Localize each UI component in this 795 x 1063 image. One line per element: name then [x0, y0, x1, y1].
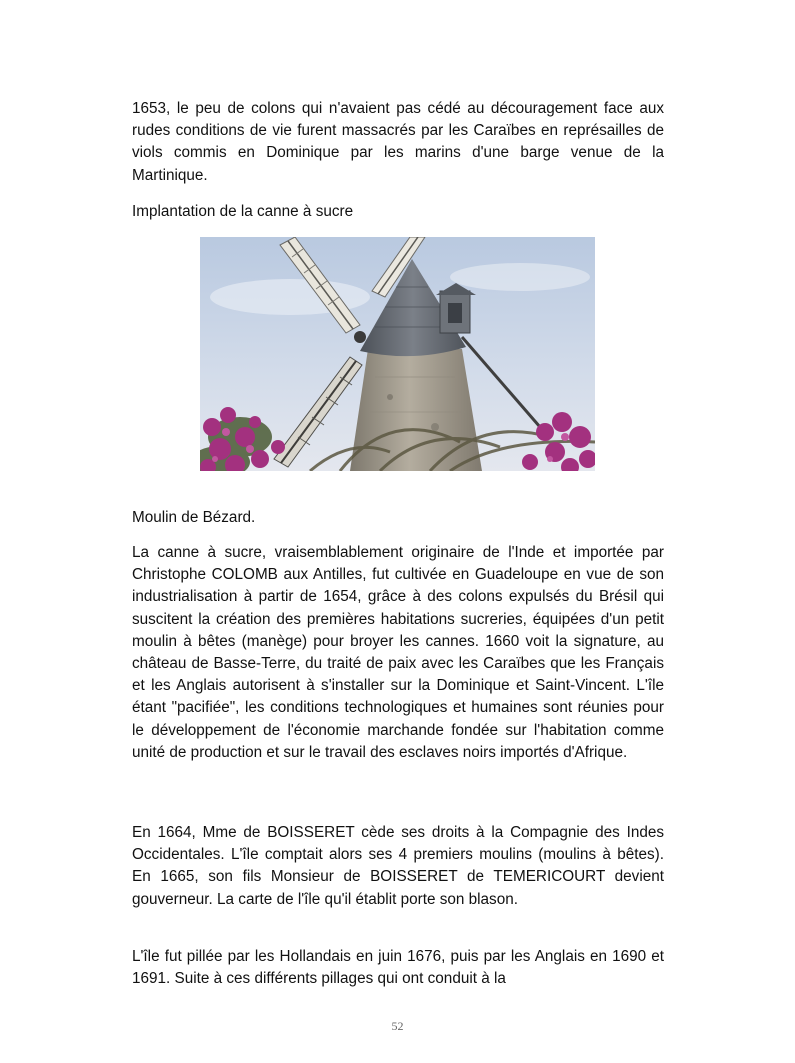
page-number: 52 — [391, 1019, 404, 1033]
paragraph-intro: 1653, le peu de colons qui n'avaient pas cédé au découragement face aux rudes conditions de vie furent massacrés par les Caraïbes en représailles de viols commis en Dominique par les marins d'une barge venue de la Martinique. — [132, 100, 664, 184]
windmill-photo — [200, 237, 595, 471]
windmill-illustration — [200, 237, 595, 471]
sail-hub — [354, 331, 366, 343]
mill-tower — [350, 349, 482, 471]
section-heading: Implantation de la canne à sucre — [132, 203, 354, 220]
figure-caption: Moulin de Bézard. — [132, 509, 256, 526]
paragraph-boisseret: En 1664, Mme de BOISSERET cède ses droits à la Compagnie des Indes Occidentales. L'île comptait alors ses 4 premiers moulins (moulins à bêtes). En 1665, son fils Monsieur de BOISSERET de TEMERICOURT devient gouverneur. La carte de l'île qu'il établit porte son blason. — [132, 824, 664, 908]
paragraph-pillage: L'île fut pillée par les Hollandais en juin 1676, puis par les Anglais en 1690 et 1691. Suite à ces différents pillages qui ont conduit à la — [132, 948, 664, 988]
paragraph-sugar-cane: La canne à sucre, vraisemblablement originaire de l'Inde et importée par Christophe COLOMB aux Antilles, fut cultivée en Guadeloupe en vue de son industrialisation à partir de 1654, grâce à des colons expulsés du Brésil qui suscitent la création des premières habitations sucreries, équipées d'un petit moulin à bêtes (manège) pour broyer les cannes. 1660 voit la signature, au château de Basse-Terre, du traité de paix avec les Caraïbes que les Français et les Anglais autorisent à s'installer sur la Dominique et Saint-Vincent. L'île étant "pacifiée", les conditions technologiques et humaines sont réunies pour le développement de l'économie marchande fondée sur l'habitation comme unité de production et sur le travail des esclaves noirs importés d'Afrique. — [132, 544, 664, 761]
